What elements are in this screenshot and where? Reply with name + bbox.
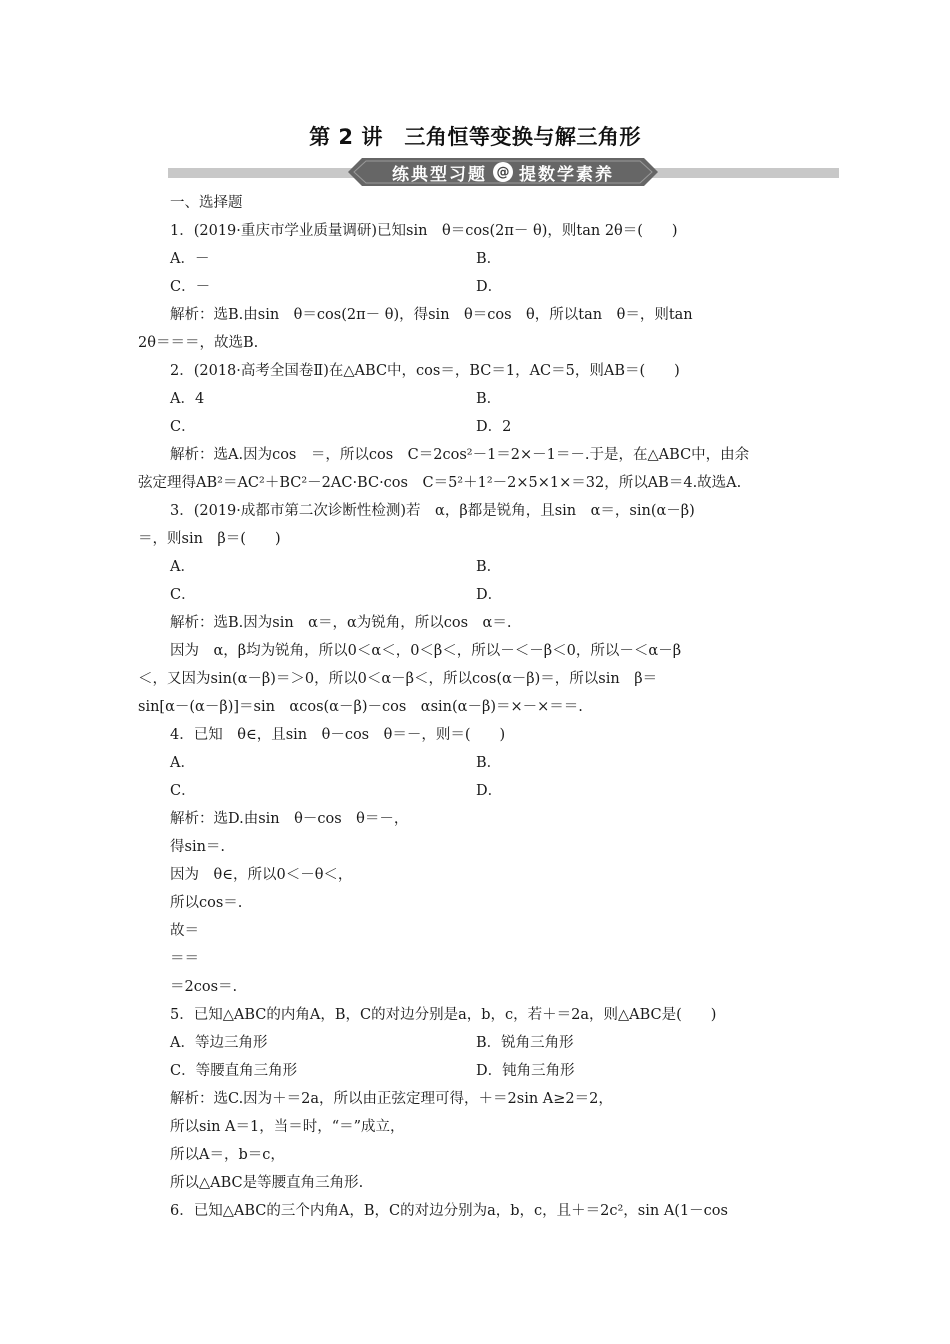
q1-option-d: D．: [476, 279, 503, 295]
q4-solution-4: 所以cos＝.: [170, 895, 243, 911]
q3-option-c: C．: [170, 587, 196, 603]
question-6: 6．已知△ABC的三个内角A，B，C的对边分别为a，b，c，且＋＝2c²，sin A(1－cos: [170, 1203, 728, 1219]
q2-solution-cont: 弦定理得AB²＝AC²＋BC²－2AC·BC·cos C＝5²＋1²－2×5×1×＝32，所以AB＝4.故选A.: [138, 475, 742, 491]
section-banner: [348, 158, 658, 186]
q1-option-b: B．: [476, 251, 502, 267]
q4-solution: 解析：选D.由sin θ－cos θ＝－，: [170, 811, 409, 827]
q1-option-c: C．－: [170, 279, 211, 295]
q5-option-d: D．钝角三角形: [476, 1063, 575, 1079]
q5-solution-2: 所以sin A＝1，当＝时，“＝”成立，: [170, 1119, 405, 1135]
q5-option-a: A．等边三角形: [170, 1035, 268, 1051]
q4-option-d: D．: [476, 783, 503, 799]
question-4: 4．已知 θ∈，且sin θ－cos θ＝－，则＝( ): [170, 727, 506, 743]
q2-option-d: D．2: [476, 419, 512, 435]
q2-option-b: B．: [476, 391, 502, 407]
q2-option-c: C．: [170, 419, 196, 435]
banner-right-label: 提数学素养: [519, 164, 614, 185]
page-title: 第 2 讲 三角恒等变换与解三角形: [309, 125, 641, 149]
q4-solution-2: 得sin＝.: [170, 839, 226, 855]
q1-solution: 解析：选B.由sin θ＝cos(2π－ θ)，得sin θ＝cos θ，所以tan θ＝，则tan: [170, 307, 693, 323]
q3-solution-4: sin[α－(α－β)]＝sin αcos(α－β)－cos αsin(α－β)＝×－×＝＝.: [138, 699, 583, 715]
q2-option-a: A．4: [170, 391, 205, 407]
q3-solution-2: 因为 α，β均为锐角，所以0＜α＜，0＜β＜，所以－＜－β＜0，所以－＜α－β: [170, 643, 682, 659]
banner-rule-left: [168, 168, 358, 178]
question-1: 1．(2019·重庆市学业质量调研)已知sin θ＝cos(2π－ θ)，则tan 2θ＝( ): [170, 223, 678, 239]
q4-solution-6: ＝＝: [170, 951, 199, 967]
q4-solution-7: ＝2cos＝.: [170, 979, 238, 995]
q5-solution-4: 所以△ABC是等腰直角三角形.: [170, 1175, 364, 1191]
section-heading: 一、选择题: [170, 195, 243, 211]
q4-option-a: A．: [170, 755, 195, 771]
question-5: 5．已知△ABC的内角A，B，C的对边分别是a，b，c，若＋＝2a，则△ABC是( ): [170, 1007, 717, 1023]
q5-option-c: C．等腰直角三角形: [170, 1063, 298, 1079]
banner-rule-right: [650, 168, 839, 178]
at-badge-icon: @: [493, 162, 513, 182]
q4-option-b: B．: [476, 755, 502, 771]
q3-option-d: D．: [476, 587, 503, 603]
question-2: 2．(2018·高考全国卷Ⅱ)在△ABC中，cos＝，BC＝1，AC＝5，则AB＝( ): [170, 363, 680, 379]
q5-solution-3: 所以A＝，b＝c，: [170, 1147, 285, 1163]
q3-option-b: B．: [476, 559, 502, 575]
q1-solution-cont: 2θ＝＝＝，故选B.: [138, 335, 259, 351]
q5-solution: 解析：选C.因为＋＝2a，所以由正弦定理可得，＋＝2sin A≥2＝2，: [170, 1091, 613, 1107]
q3-solution: 解析：选B.因为sin α＝，α为锐角，所以cos α＝.: [170, 615, 512, 631]
q4-option-c: C．: [170, 783, 196, 799]
question-3-cont: ＝，则sin β＝( ): [138, 531, 281, 547]
q5-option-b: B．锐角三角形: [476, 1035, 574, 1051]
q3-option-a: A．: [170, 559, 195, 575]
q4-solution-5: 故＝: [170, 923, 199, 939]
q3-solution-3: ＜，又因为sin(α－β)＝＞0，所以0＜α－β＜，所以cos(α－β)＝，所以sin β＝: [138, 671, 658, 687]
q4-solution-3: 因为 θ∈，所以0＜－θ＜，: [170, 867, 353, 883]
q2-solution: 解析：选A.因为cos ＝，所以cos C＝2cos²－1＝2×－1＝－.于是，在△ABC中，由余: [170, 447, 750, 463]
q1-option-a: A．－: [170, 251, 210, 267]
banner-left-label: 练典型习题: [392, 164, 487, 185]
question-3: 3．(2019·成都市第二次诊断性检测)若 α，β都是锐角，且sin α＝，sin(α－β): [170, 503, 695, 519]
